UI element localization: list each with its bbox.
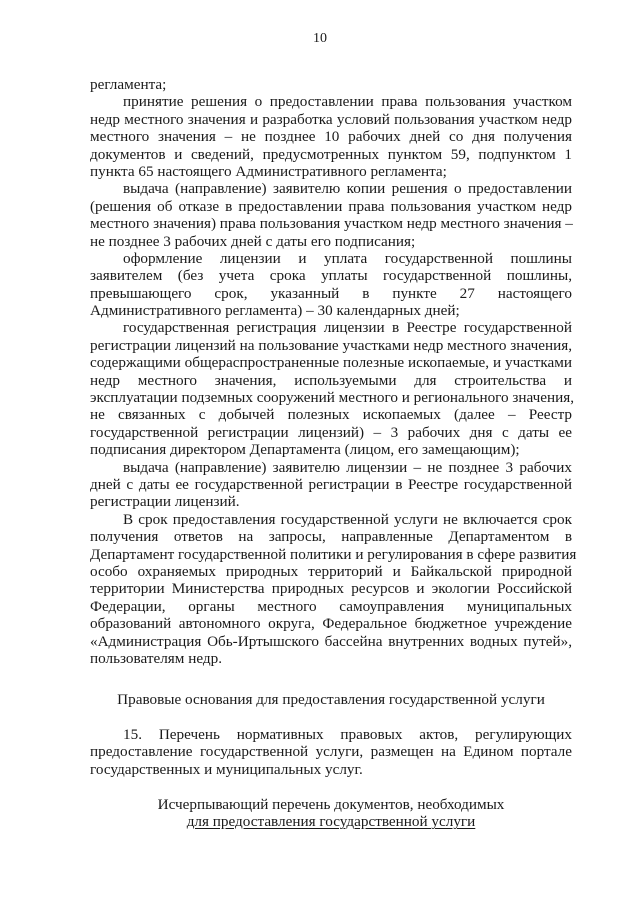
text-line: Административного регламента) – 30 календарных дней; (90, 302, 460, 320)
heading-line-underlined (90, 813, 572, 830)
section-heading-legal-basis: Правовые основания для предоставления государственной услуги (117, 691, 545, 708)
text-line: не связанных с добычей полезных ископаемых (далее – Реестр (90, 406, 572, 424)
text-line: пункта 65 настоящего Административного регламента; (90, 162, 447, 180)
text-line: местного значения – не позднее 10 рабочих дней со дня получения (90, 128, 572, 146)
text-line: принятие решения о предоставлении права пользования участком (123, 93, 572, 111)
heading-line: Исчерпывающий перечень документов, необходимых (157, 796, 505, 813)
text-line: образований автономного округа, Федеральное бюджетное учреждение (90, 615, 572, 633)
text-line: регистрации лицензий. (90, 493, 240, 511)
text-line: предоставление государственной услуги, размещен на Едином портале (90, 743, 572, 761)
text-line: содержащими общераспространенные полезные ископаемые, и участками (90, 354, 572, 372)
section-heading-documents (90, 796, 572, 831)
heading-underlined-text: для предоставления государственной услуги (186, 813, 476, 831)
text-line: недр местного значения, используемыми для строительства и (90, 371, 572, 389)
text-line: государственной регистрации лицензий) – 3 рабочих дня с даты ее (90, 423, 572, 441)
text-line: государственная регистрация лицензии в Реестре государственной (123, 319, 572, 337)
body-text (90, 76, 577, 667)
text-line: 15. Перечень нормативных правовых актов, регулирующих (123, 726, 572, 743)
text-line: местного значения) права пользования участком недр местного значения – (90, 215, 573, 233)
paragraph-15 (90, 726, 572, 778)
text-line: территории Министерства природных ресурсов и экологии Российской (90, 580, 572, 598)
text-line: Департамент государственной политики и регулирования в сфере развития (90, 545, 577, 563)
text-line: выдача (направление) заявителю копии решения о предоставлении (123, 180, 572, 198)
text-line: превышающего срок, указанный в пункте 27 настоящего (90, 284, 572, 302)
text-line: «Администрация Обь-Иртышского бассейна внутренних водных путей», (90, 632, 572, 650)
text-line: регламента; (90, 76, 167, 93)
text-line: документов и сведений, предусмотренных пунктом 59, подпунктом 1 (90, 145, 572, 163)
text-line: получения ответов на запросы, направленные Департаментом в (90, 528, 572, 546)
text-line: выдача (направление) заявителю лицензии – не позднее 3 рабочих (123, 458, 572, 476)
text-line: (решения об отказе в предоставлении права пользования участком недр (90, 197, 572, 215)
text-line: Федерации, органы местного самоуправления муниципальных (90, 597, 572, 615)
text-line: пользователям недр. (90, 649, 222, 667)
text-line: заявителем (без учета срока уплаты государственной пошлины, (90, 267, 572, 285)
text-line: эксплуатации подземных сооружений местного и регионального значения, (90, 389, 575, 407)
text-line: дней с даты ее государственной регистрации в Реестре государственной (90, 475, 572, 493)
text-line: государственных и муниципальных услуг. (90, 760, 363, 778)
text-line: регистрации лицензий на пользование участками недр местного значения, (90, 336, 572, 354)
text-line: В срок предоставления государственной услуги не включается срок (123, 510, 572, 528)
text-line: недр местного значения и разработка условий пользования участком недр (90, 110, 572, 128)
text-line: подписания директором Департамента (лицом, его замещающим); (90, 441, 520, 459)
text-line: оформление лицензии и уплата государственной пошлины (123, 249, 572, 267)
text-line: особо охраняемых природных территорий и Байкальской природной (90, 562, 572, 580)
page-number: 10 (313, 31, 327, 46)
text-line: не позднее 3 рабочих дней с даты его подписания; (90, 232, 416, 250)
